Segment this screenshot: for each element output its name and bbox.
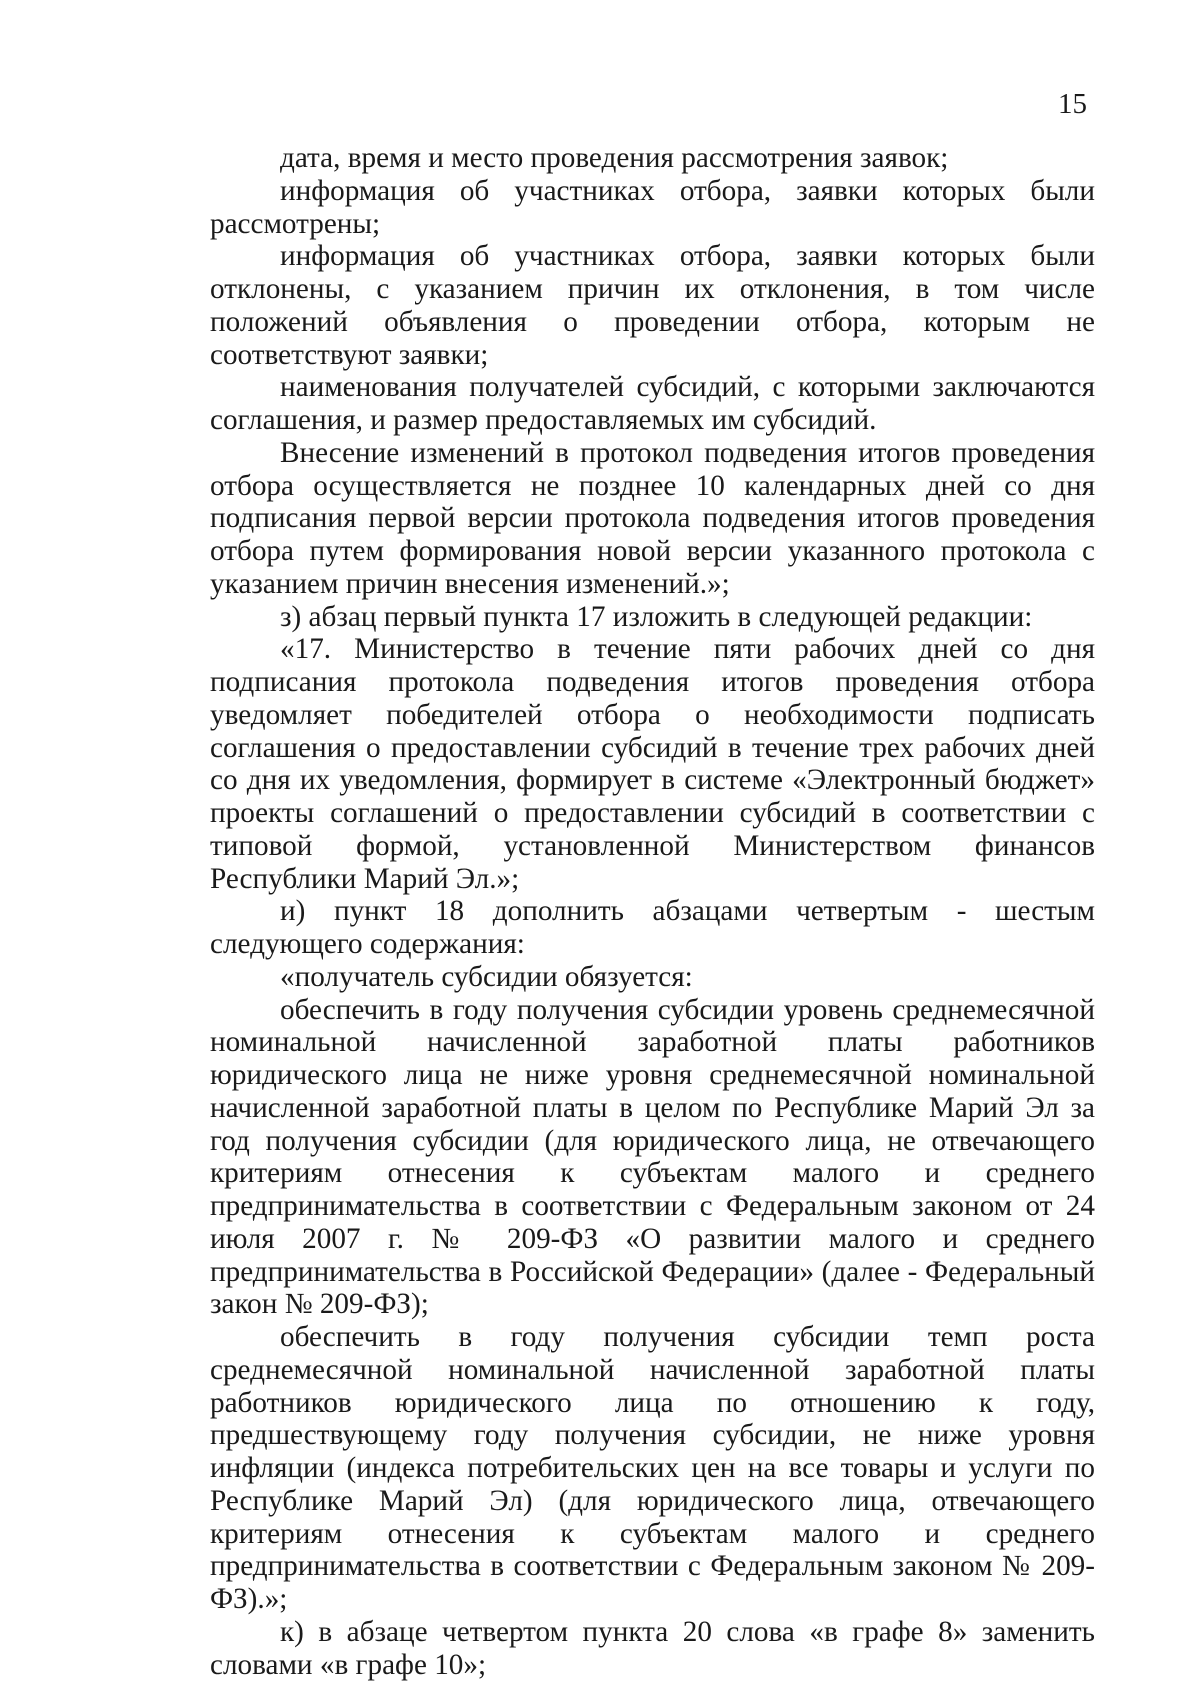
paragraph-recipient-obligations: «получатель субсидии обязуется: — [280, 960, 693, 993]
paragraph-salary-level: обеспечить в году получения субсидии уровень среднемесячной номинальной начисленной заработной платы работников юридического лица не ниже уровня среднемесячной номинальной начисленной заработной платы в целом по Республике Марий Эл за год получения субсидии (для юридического лица, не отвечающего критериям отнесения к субъектам малого и среднего предпринимательства в соответствии с Федеральным законом от 24 июля 2007 г. № 209-ФЗ «О развитии малого и среднего предпринимательства в Российской Федерации» (далее - Федеральный закон № 209-ФЗ); — [210, 993, 1095, 1321]
paragraph-review-date: дата, время и место проведения рассмотрения заявок; — [280, 142, 949, 174]
paragraph-amendment-i: и) пункт 18 дополнить абзацами четвертым - шестым следующего содержания: — [210, 895, 1095, 960]
paragraph-rejected-participants: информация об участниках отбора, заявки которых были отклонены, с указанием причин их отклонения, в том числе положений объявления о проведении отбора, которым не соответствуют заявки; — [210, 240, 1095, 371]
page-number: 15 — [1058, 88, 1087, 120]
paragraph-amendment-z: з) абзац первый пункта 17 изложить в следующей редакции: — [280, 600, 1033, 633]
document-body — [210, 142, 1095, 1681]
paragraph-salary-growth: обеспечить в году получения субсидии темп роста среднемесячной номинальной начисленной заработной платы работников юридического лица по отношению к году, предшествующему году получения субсидии, не ниже уровня инфляции (индекса потребительских цен на все товары и услуги по Республике Марий Эл) (для юридического лица, отвечающего критериям отнесения к субъектам малого и среднего предпринимательства в соответствии с Федеральным законом № 209-ФЗ).»; — [210, 1321, 1095, 1615]
paragraph-amendment-k: к) в абзаце четвертом пункта 20 слова «в графе 8» заменить словами «в графе 10»; — [210, 1615, 1095, 1681]
paragraph-protocol-changes: Внесение изменений в протокол подведения итогов проведения отбора осуществляется не позднее 10 календарных дней со дня подписания первой версии протокола подведения итогов проведения отбора путем формирования новой версии указанного протокола с указанием причин внесения изменений.»; — [210, 436, 1095, 600]
paragraph-reviewed-participants: информация об участниках отбора, заявки которых были рассмотрены; — [210, 174, 1095, 240]
paragraph-item-17: «17. Министерство в течение пяти рабочих дней со дня подписания протокола подведения итогов проведения отбора уведомляет победителей отбора о необходимости подписать соглашения о предоставлении субсидий в течение трех рабочих дней со дня их уведомления, формирует в системе «Электронный бюджет» проекты соглашений о предоставлении субсидий в соответствии с типовой формой, установленной Министерством финансов Республики Марий Эл.»; — [210, 633, 1095, 895]
paragraph-subsidy-recipients: наименования получателей субсидий, с которыми заключаются соглашения, и размер предоставляемых им субсидий. — [210, 371, 1095, 436]
